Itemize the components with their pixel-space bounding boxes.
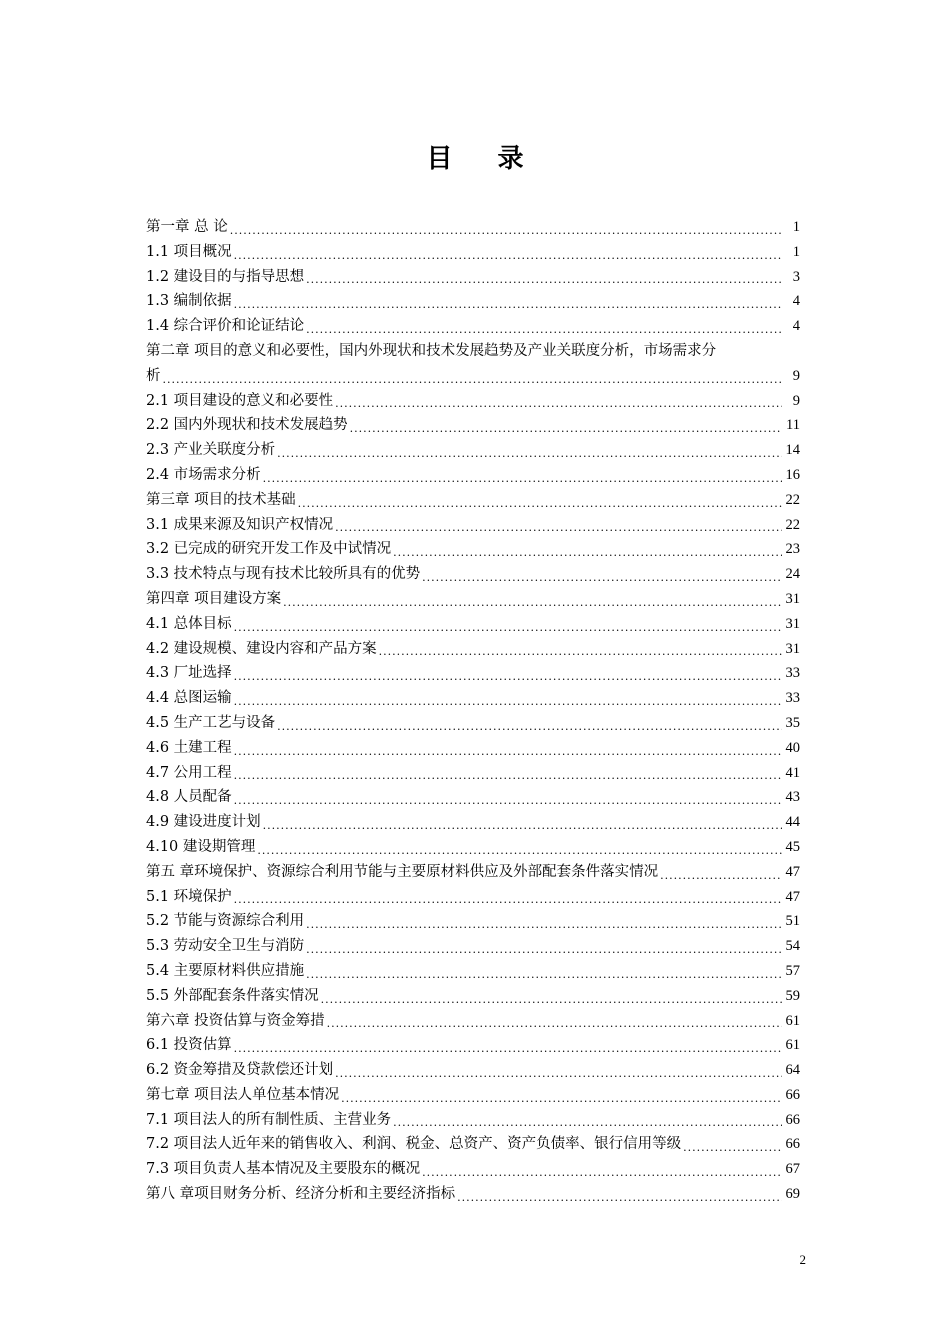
toc-entry-label: 4.8 人员配备: [146, 789, 232, 806]
toc-entry[interactable]: [146, 1083, 808, 1108]
toc-entry[interactable]: [146, 513, 808, 538]
toc-leader-dots: [234, 612, 782, 637]
toc-entry-page: 1: [792, 219, 800, 235]
table-of-contents: [146, 215, 808, 1207]
toc-entry[interactable]: [146, 265, 808, 290]
toc-entry-page: 43: [785, 789, 800, 806]
toc-leader-dots: [457, 1182, 782, 1207]
toc-entry-page: 57: [785, 962, 800, 979]
toc-leader-dots: [277, 711, 782, 736]
toc-entry-page: 33: [785, 665, 800, 682]
toc-entry-label: 第八 章项目财务分析、经济分析和主要经济指标: [146, 1186, 456, 1203]
toc-leader-dots: [263, 810, 782, 835]
toc-entry[interactable]: [146, 736, 808, 761]
toc-leader-dots: [230, 215, 782, 240]
toc-entry[interactable]: [146, 612, 808, 637]
toc-leader-dots: [163, 364, 783, 389]
toc-entry[interactable]: [146, 314, 808, 339]
toc-leader-dots: [660, 860, 782, 885]
toc-entry[interactable]: [146, 686, 808, 711]
toc-entry-label: 2.2 国内外现状和技术发展趋势: [146, 417, 348, 434]
toc-entry-page: 69: [785, 1186, 800, 1203]
toc-entry-label: 2.3 产业关联度分析: [146, 442, 276, 459]
toc-entry-label: 第六章 投资估算与资金筹措: [146, 1012, 325, 1029]
toc-leader-dots: [321, 984, 782, 1009]
toc-leader-dots: [234, 289, 782, 314]
toc-entry-page: 4: [792, 318, 800, 335]
toc-entry-page: 47: [785, 888, 800, 905]
toc-entry-page: 14: [785, 442, 800, 459]
toc-leader-dots: [306, 909, 782, 934]
toc-entry-page: 33: [785, 690, 800, 707]
toc-entry-page: 31: [785, 640, 800, 657]
toc-entry[interactable]: [146, 637, 808, 662]
toc-entry-page: 59: [785, 987, 800, 1004]
toc-entry[interactable]: [146, 1157, 808, 1182]
toc-entry-label: 4.9 建设进度计划: [146, 814, 261, 831]
toc-leader-dots: [298, 488, 782, 513]
toc-entry-label: 1.4 综合评价和论证结论: [146, 318, 305, 335]
toc-entry-label: 4.1 总体目标: [146, 615, 232, 632]
toc-entry[interactable]: [146, 909, 808, 934]
toc-entry-label: 6.1 投资估算: [146, 1037, 232, 1054]
toc-entry-page: 22: [785, 491, 800, 508]
toc-entry-page: 67: [785, 1161, 800, 1178]
toc-leader-dots: [335, 389, 782, 414]
toc-entry-label: 5.3 劳动安全卫生与消防: [146, 938, 305, 955]
toc-entry[interactable]: [146, 835, 808, 860]
toc-leader-dots: [335, 1058, 782, 1083]
toc-entry-page: 31: [785, 615, 800, 632]
toc-entry-label: 5.4 主要原材料供应措施: [146, 962, 305, 979]
toc-entry-label: 第五 章环境保护、资源综合利用节能与主要原材料供应及外部配套条件落实情况: [146, 863, 659, 880]
toc-entry-page: 45: [785, 838, 800, 855]
toc-leader-dots: [234, 761, 782, 786]
toc-entry-label: 第二章 项目的意义和必要性，国内外现状和技术发展趋势及产业关联度分析，市场需求分: [146, 342, 717, 359]
toc-entry[interactable]: [146, 389, 808, 414]
toc-entry-page: 64: [785, 1062, 800, 1079]
toc-entry[interactable]: [146, 537, 808, 562]
toc-entry[interactable]: [146, 289, 808, 314]
toc-entry-label: 1.1 项目概况: [146, 243, 232, 260]
toc-entry-page: 61: [785, 1012, 800, 1029]
toc-entry-page: 47: [785, 863, 800, 880]
toc-entry-label: 2.4 市场需求分析: [146, 466, 261, 483]
toc-entry-label: 第四章 项目建设方案: [146, 590, 282, 607]
toc-entry-page: 24: [785, 566, 800, 583]
toc-leader-dots: [283, 587, 782, 612]
toc-entry-page: 31: [785, 590, 800, 607]
toc-leader-dots: [393, 1108, 782, 1133]
toc-leader-dots: [234, 240, 782, 265]
toc-entry-label: 1.3 编制依据: [146, 293, 232, 310]
toc-entry-label: 3.2 已完成的研究开发工作及中试情况: [146, 541, 392, 558]
toc-entry[interactable]: [146, 240, 808, 265]
page-title: 目 录: [426, 144, 542, 174]
toc-entry-label: 析: [146, 367, 161, 384]
toc-entry-label: 5.5 外部配套条件落实情况: [146, 987, 319, 1004]
toc-entry[interactable]: [146, 562, 808, 587]
toc-entry-label: 5.2 节能与资源综合利用: [146, 913, 305, 930]
toc-entry-page: 3: [792, 268, 800, 285]
toc-entry-label: 4.2 建设规模、建设内容和产品方案: [146, 640, 377, 657]
toc-entry-label: 4.6 土建工程: [146, 739, 232, 756]
toc-entry-label: 第一章 总 论: [146, 219, 228, 235]
toc-entry-page: 54: [785, 938, 800, 955]
toc-entry-label: 4.7 公用工程: [146, 764, 232, 781]
toc-entry-label: 第七章 项目法人单位基本情况: [146, 1086, 340, 1103]
toc-entry-page: 51: [785, 913, 800, 930]
toc-leader-dots: [234, 736, 782, 761]
toc-entry-page: 61: [785, 1037, 800, 1054]
toc-entry[interactable]: [146, 885, 808, 910]
toc-entry[interactable]: [146, 488, 808, 513]
toc-entry-label: 第三章 项目的技术基础: [146, 491, 296, 508]
toc-entry-label: 4.10 建设期管理: [146, 838, 256, 855]
toc-leader-dots: [234, 1033, 782, 1058]
toc-entry-page: 44: [785, 814, 800, 831]
toc-entry-label: 4.3 厂址选择: [146, 665, 232, 682]
toc-entry-page: 41: [785, 764, 800, 781]
toc-entry-page: 9: [792, 367, 800, 384]
toc-leader-dots: [335, 513, 782, 538]
toc-entry-label: 7.2 项目法人近年来的销售收入、利润、税金、总资产、资产负债率、银行信用等级: [146, 1136, 682, 1153]
toc-entry[interactable]: [146, 1009, 808, 1034]
toc-entry-label: 4.5 生产工艺与设备: [146, 714, 276, 731]
toc-entry[interactable]: [146, 984, 808, 1009]
toc-leader-dots: [379, 637, 782, 662]
toc-entry-label: 6.2 资金筹措及贷款偿还计划: [146, 1062, 334, 1079]
toc-entry-page: 11: [786, 417, 800, 434]
toc-leader-dots: [257, 835, 782, 860]
toc-leader-dots: [263, 463, 782, 488]
toc-entry[interactable]: [146, 1108, 808, 1133]
toc-entry[interactable]: [146, 661, 808, 686]
toc-entry[interactable]: [146, 810, 808, 835]
toc-entry-page: 35: [785, 714, 800, 731]
toc-leader-dots: [422, 562, 782, 587]
toc-entry-label: 4.4 总图运输: [146, 690, 232, 707]
toc-entry-page: 22: [785, 516, 800, 533]
toc-entry[interactable]: [146, 1182, 808, 1207]
toc-entry-label: 7.3 项目负责人基本情况及主要股东的概况: [146, 1161, 421, 1178]
page-number: 2: [799, 1252, 806, 1267]
toc-entry[interactable]: [146, 587, 808, 612]
toc-entry-label: 5.1 环境保护: [146, 888, 232, 905]
toc-entry-label: 3.1 成果来源及知识产权情况: [146, 516, 334, 533]
toc-entry[interactable]: [146, 438, 808, 463]
toc-leader-dots: [683, 1132, 782, 1157]
toc-entry[interactable]: [146, 215, 808, 240]
toc-entry-page: 40: [785, 739, 800, 756]
toc-leader-dots: [341, 1083, 782, 1108]
toc-leader-dots: [234, 661, 782, 686]
toc-entry[interactable]: [146, 711, 808, 736]
toc-entry[interactable]: [146, 1033, 808, 1058]
toc-entry[interactable]: [146, 413, 808, 438]
toc-entry[interactable]: [146, 1132, 808, 1157]
toc-leader-dots: [306, 934, 782, 959]
toc-entry-label: 3.3 技术特点与现有技术比较所具有的优势: [146, 566, 421, 583]
toc-entry[interactable]: [146, 959, 808, 984]
toc-entry[interactable]: [146, 364, 808, 389]
toc-entry-label: 7.1 项目法人的所有制性质、主营业务: [146, 1111, 392, 1128]
toc-entry-label: 1.2 建设目的与指导思想: [146, 268, 305, 285]
toc-entry-page: 4: [792, 293, 800, 310]
toc-entry-page: 16: [785, 466, 800, 483]
toc-entry[interactable]: [146, 785, 808, 810]
toc-entry-page: 66: [785, 1086, 800, 1103]
toc-entry-page: 66: [785, 1136, 800, 1153]
toc-leader-dots: [234, 785, 782, 810]
toc-entry-page: 9: [792, 392, 800, 409]
toc-entry[interactable]: [146, 463, 808, 488]
toc-entry[interactable]: [146, 339, 808, 364]
toc-leader-dots: [327, 1009, 782, 1034]
toc-leader-dots: [393, 537, 782, 562]
toc-leader-dots: [234, 686, 782, 711]
toc-entry-page: 66: [785, 1111, 800, 1128]
toc-leader-dots: [306, 314, 782, 339]
toc-leader-dots: [306, 959, 782, 984]
toc-entry-page: 23: [785, 541, 800, 558]
toc-leader-dots: [234, 885, 782, 910]
toc-entry[interactable]: [146, 860, 808, 885]
toc-leader-dots: [422, 1157, 782, 1182]
toc-entry-page: 1: [792, 243, 800, 260]
toc-leader-dots: [277, 438, 782, 463]
toc-entry-label: 2.1 项目建设的意义和必要性: [146, 392, 334, 409]
toc-entry[interactable]: [146, 934, 808, 959]
toc-entry[interactable]: [146, 1058, 808, 1083]
toc-leader-dots: [350, 413, 782, 438]
toc-entry[interactable]: [146, 761, 808, 786]
toc-leader-dots: [306, 265, 782, 290]
